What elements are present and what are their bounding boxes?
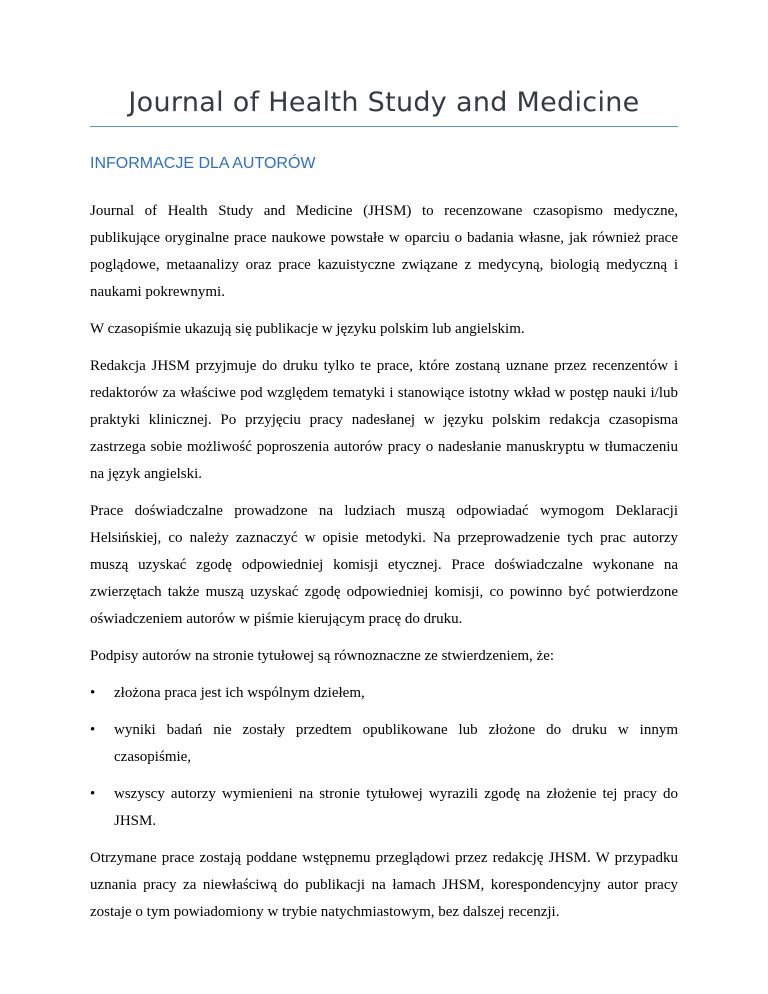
document-page <box>90 0 678 936</box>
paragraph-intro: Journal of Health Study and Medicine (JHSM) to recenzowane czasopismo medyczne, publikujące oryginalne prace naukowe powstałe w oparciu o badania własne, jak również prace poglądowe, metaanalizy oraz prace kazuistyczne związane z medycyną, biologią medyczną i naukami pokrewnymi. <box>90 203 678 300</box>
bullet-item <box>90 781 678 835</box>
bullet-marker: • <box>90 685 96 701</box>
paragraph-languages: W czasopiśmie ukazują się publikacje w języku polskim lub angielskim. <box>90 321 525 337</box>
paragraph-acceptance: Redakcja JHSM przyjmuje do druku tylko te prace, które zostaną uznane przez recenzentów i redaktorów za właściwe pod względem tematyki i stanowiące istotny wkład w postęp nauki i/lub praktyki klinicznej. Po przyjęciu pracy nadesłanej w języku polskim redakcja czasopisma zastrzega sobie możliwość poproszenia autorów pracy o nadesłanie manuskryptu w tłumaczeniu na język angielski. <box>90 358 678 482</box>
section-heading: INFORMACJE DLA AUTORÓW <box>90 155 316 172</box>
bullet-text: wszyscy autorzy wymienieni na stronie tytułowej wyrazili zgodę na złożenie tej pracy do JHSM. <box>114 786 678 829</box>
paragraph-review: Otrzymane prace zostają poddane wstępnemu przeglądowi przez redakcję JHSM. W przypadku uznania pracy za niewłaściwą do publikacji na łamach JHSM, korespondencyjny autor pracy zostaje o tym powiadomiony w trybie natychmiastowym, bez dalszej recenzji. <box>90 850 678 920</box>
journal-title: Journal of Health Study and Medicine <box>128 87 640 118</box>
bullet-item <box>90 717 678 771</box>
bullet-item <box>90 680 678 707</box>
bullet-marker: • <box>90 722 96 738</box>
paragraph-signatures: Podpisy autorów na stronie tytułowej są równoznaczne ze stwierdzeniem, że: <box>90 648 555 664</box>
bullet-marker: • <box>90 786 96 802</box>
bullet-text: wyniki badań nie zostały przedtem opublikowane lub złożone do druku w innym czasopiśmie, <box>114 722 678 765</box>
paragraph-ethics: Prace doświadczalne prowadzone na ludziach muszą odpowiadać wymogom Deklaracji Helsińskiej, co należy zaznaczyć w opisie metodyki. Na przeprowadzenie tych prac autorzy muszą uzyskać zgodę odpowiedniej komisji etycznej. Prace doświadczalne wykonane na zwierzętach także muszą uzyskać zgodę odpowiedniej komisji, co powinno być potwierdzone oświadczeniem autorów w piśmie kierującym pracę do druku. <box>90 503 678 627</box>
bullet-list <box>90 680 678 835</box>
title-rule <box>90 126 678 127</box>
bullet-text: złożona praca jest ich wspólnym dziełem, <box>114 685 365 701</box>
body-text <box>90 198 678 926</box>
